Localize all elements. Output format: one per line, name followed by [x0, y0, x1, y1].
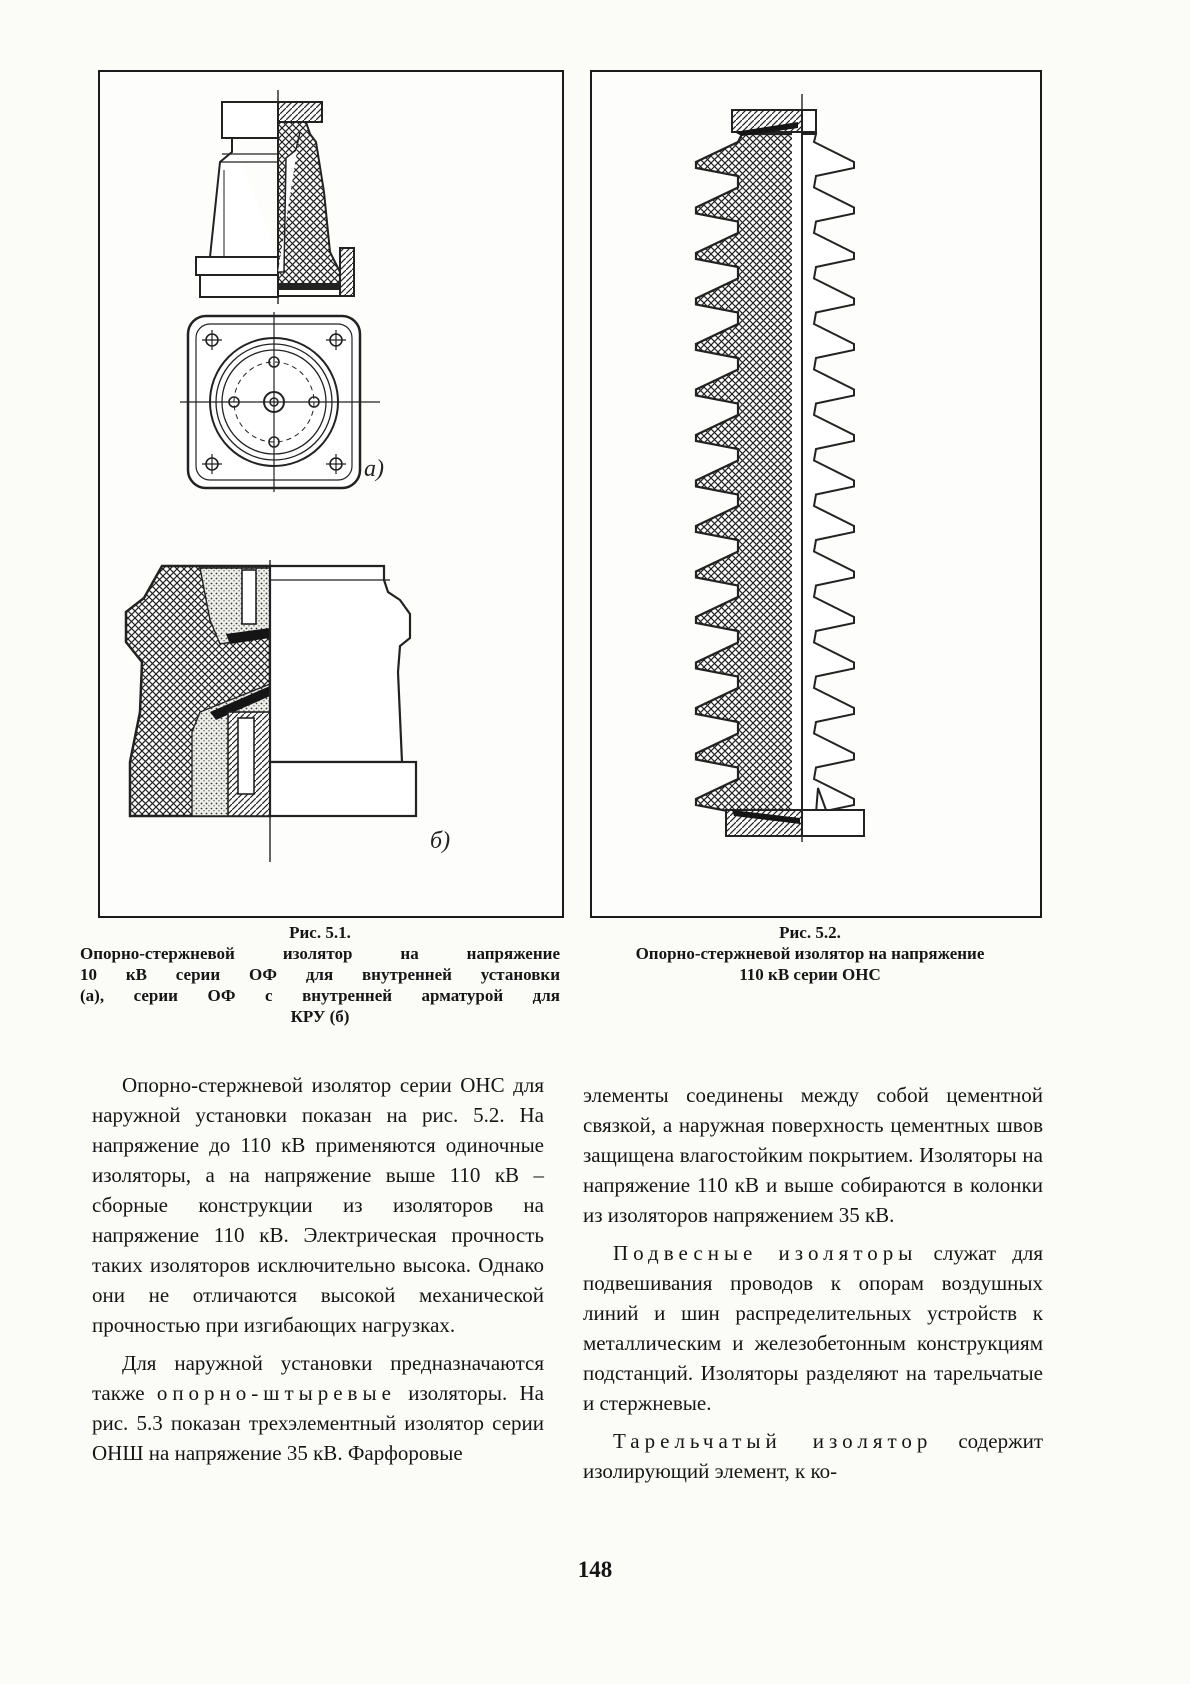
caption-line: Опорно-стержневой изолятор на напряжение: [635, 944, 985, 963]
figure-5-2-caption: [575, 922, 1045, 985]
insulator-ons-drawing: [696, 94, 864, 842]
text-column-left: [92, 1070, 544, 1468]
emphasized-term: Тарельчатый изолятор: [613, 1429, 933, 1453]
panel-b-label: б): [430, 828, 451, 854]
figure-5-1: [98, 70, 564, 918]
paragraph: [583, 1426, 1043, 1486]
paragraph: [583, 1238, 1043, 1418]
page-number: 148: [577, 1557, 613, 1582]
insulator-a-side-view: [196, 90, 354, 304]
emphasized-term: Подвесные изоляторы: [613, 1241, 918, 1265]
text-run: Для наружной установки предназначаются также: [92, 1351, 544, 1405]
text-column-right: [583, 1080, 1043, 1486]
caption-line: (а), серии ОФ с внутренней арматурой для: [80, 986, 560, 1005]
caption-line: 10 кВ серии ОФ для внутренней установки: [80, 965, 560, 984]
paragraph: [92, 1348, 544, 1468]
text-run: изоляторы. На рис. 5.3 показан трехэлементный изолятор серии ОНШ на напряжение 35 кВ. Фарфоровые: [92, 1381, 545, 1465]
text-run: содержит изолирующий элемент, к ко-: [583, 1429, 1043, 1483]
insulator-b-section-view: [126, 560, 416, 862]
text-run: служат для подвешивания проводов к опорам воздушных линий и шин распределительных устройств к металлическим и железобетонным конструкциям подстанций. Изоляторы разделяют на тарельчатые и стержневые.: [583, 1241, 1044, 1415]
caption-line: 110 кВ серии ОНС: [739, 965, 881, 984]
figure-5-2: [590, 70, 1042, 918]
panel-a-label: a): [364, 456, 384, 482]
paragraph: элементы соединены между собой цементной связкой, а наружная поверхность цементных швов защищена влагостойким покрытием. Изоляторы на напряжение 110 кВ и выше собираются в колонки из изоляторов напряжением 35 кВ.: [583, 1083, 1043, 1227]
emphasized-term: опорно-штыревые: [156, 1381, 396, 1405]
paragraph: Опорно-стержневой изолятор серии ОНС для наружной установки показан на рис. 5.2. На напряжение до 110 кВ применяются одиночные изоляторы, а на напряжение выше 110 кВ – сборные конструкции из изоляторов на напряжение 110 кВ. Электрическая прочность таких изоляторов исключительно высока. Однако они не отличаются высокой механической прочностью при изгибающих нагрузках.: [92, 1073, 544, 1337]
figure-5-1-caption: [80, 922, 560, 1027]
caption-line: КРУ (б): [290, 1007, 350, 1026]
insulator-a-plan-view: [180, 312, 380, 492]
figure-5-1-drawing: [100, 72, 562, 916]
caption-title: Рис. 5.1.: [289, 923, 351, 942]
caption-title: Рис. 5.2.: [779, 923, 841, 942]
caption-line: Опорно-стержневой изолятор на напряжение: [80, 944, 560, 963]
figure-5-2-drawing: [592, 72, 1040, 916]
